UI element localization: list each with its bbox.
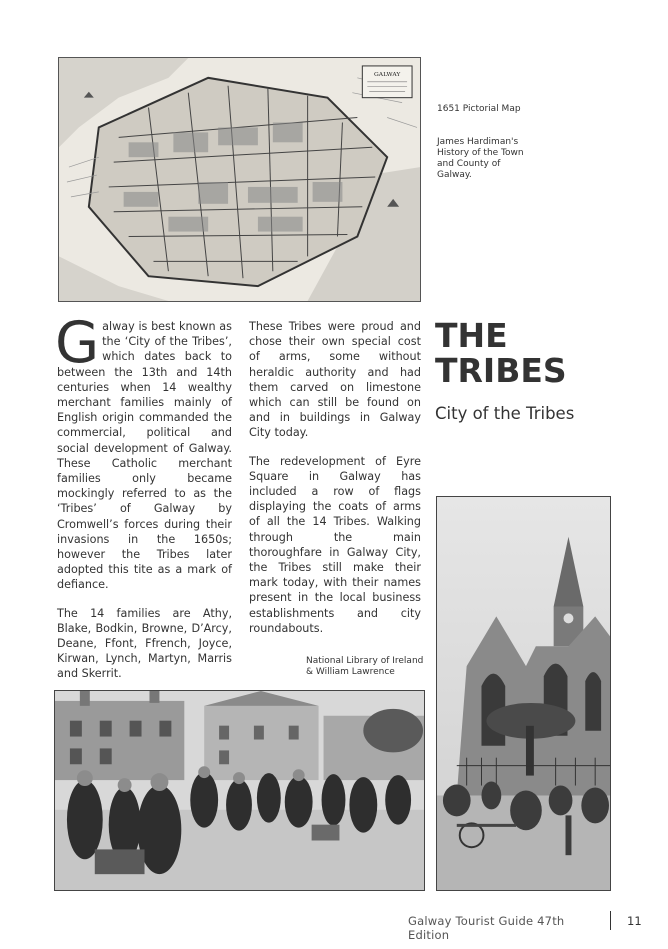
article-paragraph-4: The redevelopment of Eyre Square in Galway has included a row of flags displaying the coats of arms of all the 14 Tribes. Walking through the main thoroughfare in Galway City, the Tribes still make their mark today, with their names present in the local business establishments and city roundabouts. <box>249 454 421 635</box>
church-photo-illustration <box>437 497 610 890</box>
footer-divider <box>610 911 611 930</box>
article-column-1 <box>55 310 232 695</box>
market-photo-illustration <box>55 691 424 890</box>
page-number: 11 <box>627 914 642 928</box>
map-caption-title: 1651 Pictorial Map <box>437 104 521 114</box>
article-column-2 <box>249 319 421 649</box>
church-photo <box>436 496 611 891</box>
market-photo <box>54 690 425 891</box>
footer-publication: Galway Tourist Guide 47th Edition <box>408 914 565 942</box>
article-paragraph-2: The 14 families are Athy, Blake, Bodkin, Browne, D’Arcy, Deane, Ffont, Ffrench, Joyce, Kirwan, Lynch, Martyn, Marris and Skerrit. <box>57 606 232 681</box>
map-illustration <box>59 58 420 301</box>
paragraph-1-text: alway is best known as the ‘City of the Tribes’, which dates back to between the 13th and 14th centuries when 14 wealthy merchant families mainly of English origin commanded the commercial, political and social development of Galway. These Catholic merchant families only became mockingly referred to as the ‘Tribes’ of Galway by Cromwell’s forces during their invasions in the 1650s; however the Tribes later adopted this tite as a mark of defiance. <box>57 320 232 592</box>
drop-cap: G <box>55 310 100 376</box>
page-subtitle: City of the Tribes <box>435 404 575 423</box>
photo-credit: National Library of Ireland & William Lawrence <box>306 656 424 677</box>
article-paragraph-1 <box>55 310 232 593</box>
article-paragraph-3: These Tribes were proud and chose their own special cost of arms, some without heraldic authority and had them carved on limestone which can still be found on and in buildings in Galway City today. <box>249 320 421 440</box>
page-title: THE TRIBES <box>435 316 567 390</box>
map-cartouche: GALWAY <box>374 70 401 78</box>
map-caption-source: James Hardiman's History of the Town and County of Galway. <box>437 137 524 180</box>
pictorial-map-image <box>58 57 421 302</box>
